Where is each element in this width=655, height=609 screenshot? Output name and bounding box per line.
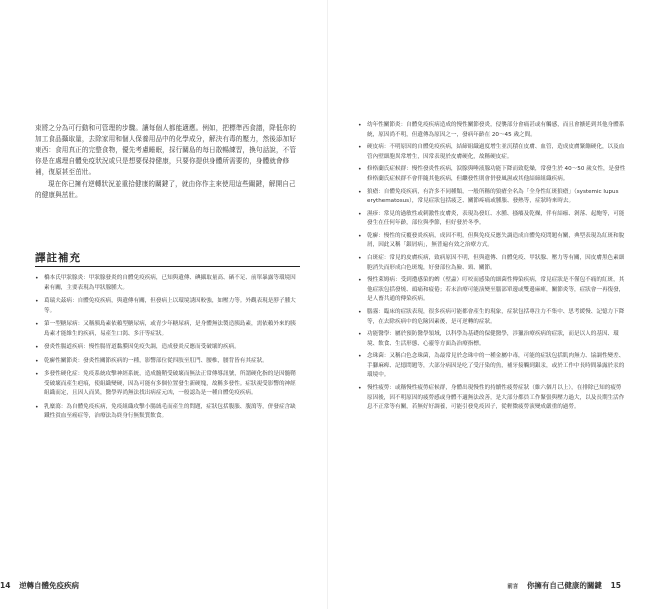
page-number: 14 <box>0 581 11 590</box>
note-item: • 慢性萊姆病：受到遭感染的蜱（壁蝨）叮咬而感染的細菌性傳染疾病，常見症狀是不僅包不痛的紅斑，其他症狀包括發燒、頭痛和疲倦；若未治療可能演變至腦部單邊或雙邊麻痺，關節炎等，症狀會一再復發，是人畜共通的傳染疾病。 <box>358 276 626 305</box>
note-item: • 白斑症：常見的皮膚疾病，致病原因不明，但與遺傳、自體免疫、甲狀腺、壓力等有關，因皮膚黑色素細胞消失而形成白色斑塊，好發部位為臉、頸、關節。 <box>358 254 626 273</box>
section-label: 前言 <box>507 584 519 590</box>
notes-title: 譯註補充 <box>35 252 81 264</box>
note-item: • 乾癬：慢性的反覆發炎疾病，成因不明，但與免疫反應失調造成自體免疫問題有關，典型表現為紅斑和脫屑，因此又稱「銀屑病」，無普遍有效之治療方式。 <box>358 232 626 251</box>
paragraph: 現在你已擁有逆轉狀況並重拾健康的關鍵了，就由你作主來使用這些關鍵，解開自己的健康與茁壯。 <box>35 180 296 199</box>
note-item: • 濕疹：常見的過敏性或刺激性皮膚炎，表現為發紅、水腫、搔癢及乾燥，伴有結痂、剝落、起皰等，可能發生在任何年齡，部位與季節，但好發於冬季。 <box>358 210 626 229</box>
right-notes-list <box>358 121 626 416</box>
note-item: • 硬皮病：不明原因的自體免疫疾病，結締組織過度增生並沉積在皮膚、血管，造成皮膚緊繃硬化，以及血管內壁細胞異常增生，因常表現於皮膚硬化，故稱硬皮症。 <box>358 143 626 162</box>
left-page <box>0 0 327 609</box>
note-item: • 功能醫學：屬於預防醫學領域，以科學為基礎的保健醫學，涉獵治療疾病的症狀，而是以人的基因、環境、飲食、生活形態、心靈等方面為治療指標。 <box>358 330 626 349</box>
note-item: • 幼年性關節炎：自體免疫疾病造成的慢性關節發炎，侵襲部分會痛甚或有觸感，而且會擴延到其他身體系統，原因尚不明，但遺傳為原因之一，發病年齡在 20～45 歲之間。 <box>358 121 626 140</box>
book-title: 逆轉自體免疫疾病 <box>19 581 80 590</box>
chapter-title: 你擁有自己健康的關鍵 <box>526 581 602 590</box>
note-item: • 發炎性腸道疾病：慢性腸胃道黏膜因免疫失調，造成發炎反應而受破壞的疾病。 <box>35 343 299 353</box>
note-item: • 念珠菌：又稱白色念珠菌，為最常見於念珠中的一種金屬中毒，可能的症狀包括肌肉無力、協調性變差、手腳麻痺、記憶問題等，大部分病因是吃了受汙染的魚，補牙接觸到銀汞，或於工作中長時間暴露於汞的環境中。 <box>358 352 626 381</box>
note-item: • 第一型糖尿病：又稱胰島素依賴型糖尿病，或青少年糖尿病，是身體無法製造胰島素，需依賴外來的胰島素才能維生的疾病，易產生口渴、多汗等症狀。 <box>35 320 299 339</box>
body-text <box>35 123 300 202</box>
note-item: • 葛瑞夫茲病：自體免疫疾病，與遺傳有關，但發病上以環境誘因較強，如壓力等。外觀表現是脖子腫大等。 <box>35 297 299 316</box>
note-item: • 乾癬性關節炎：發炎性關節疾病的一種，影響部位從四肢至肛門、腰椎，腰背皆有其症狀。 <box>35 357 299 367</box>
note-item: • 腦霧：臨床的症狀表現，很多疾病可能都會產生的現象，症狀包括專注力不集中、思考緩慢、記憶力下降等，在去除疾病中的危險因素後，是可逆轉的症狀。 <box>358 308 626 327</box>
note-item: • 乳糜瀉：為自體免疫疾病，免疫組織攻擊小腸絨毛而產生的問題，症狀包括腹脹、腹瀉等，併發症含缺鐵性貧血至癌症等，治療法為終身行無麩質飲食。 <box>35 403 299 422</box>
note-item: • 多發性硬化症：免疫系統攻擊神經系統，造成髓鞘受破壞而無法正常傳導訊號，所謂硬化指的是因髓鞘受破壞而產生疤痕，使組織變硬，因為可能有多個位置發生新硬塊，故稱多發性。症狀視受影響的神經組織而定，且因人而異，醫學界尚無法找出病症元凶，一般認為是一種自體免疫疾病。 <box>35 370 299 399</box>
note-item: • 橋本氏甲狀腺炎：甲狀腺發炎的自體免疫疾病，已知與遺傳、碘攝取量高、硒不足、前單暴露等環境因素有關，主要表現為甲狀腺腫大。 <box>35 274 299 293</box>
note-item: • 狼瘡：自體免疫疾病，有許多不同種類，一般所稱的狼瘡全名為「全身性紅斑狼瘡」（systemic lupus erythematosus），常見症狀包括疲乏、關節疼痛或腫脹、發熱等，症狀時來時去。 <box>358 188 626 207</box>
page-number: 15 <box>610 581 621 590</box>
paragraph: 束將之分為可行動和可管理的步驟。讓每個人都能適應。例如，把標準西食譜，降低你的加工食品攝取量，去除家用和個人保養用品中的化學成分，解決有毒的壓力，然後添加好東西：食用真正的完整食物，優先考慮睡眠，採行關島的每日散暢練習，換句話說，不管你是在處理自體免疫狀況或只是想要保持健康，只要你提供身體所需要的，身體就會修補，復原甚至茁壯。 <box>35 124 297 176</box>
right-footer <box>507 580 621 591</box>
notes-rule <box>35 266 300 267</box>
left-notes-list <box>35 274 299 426</box>
left-footer <box>0 580 79 591</box>
right-page <box>328 0 655 609</box>
note-item: • 慢性疲勞：或稱慢性疲勞症候群，身體出現慢性的持續性疲勞症狀（維六個月以上），在排除已知的疲勞原因後，因不明原因的疲勞感或身體不適無法改善，是大部分都員工作緊張與壓力過大，以及長期生活作息不正常等有關，若無好好調養，可能引發免疫因子，從輕微疲勞演變成嚴重的過勞。 <box>358 384 626 413</box>
note-item: • 修格蘭氏症候群：慢性發炎性疾病，淚腺與唾液腺功能下降而致乾燥，常發生於 40～50 歲女性，是發性修格蘭氏症候群不會伴隨其他疾病，但繼發性則會併發風濕或其他結締組織疾病。 <box>358 165 626 184</box>
